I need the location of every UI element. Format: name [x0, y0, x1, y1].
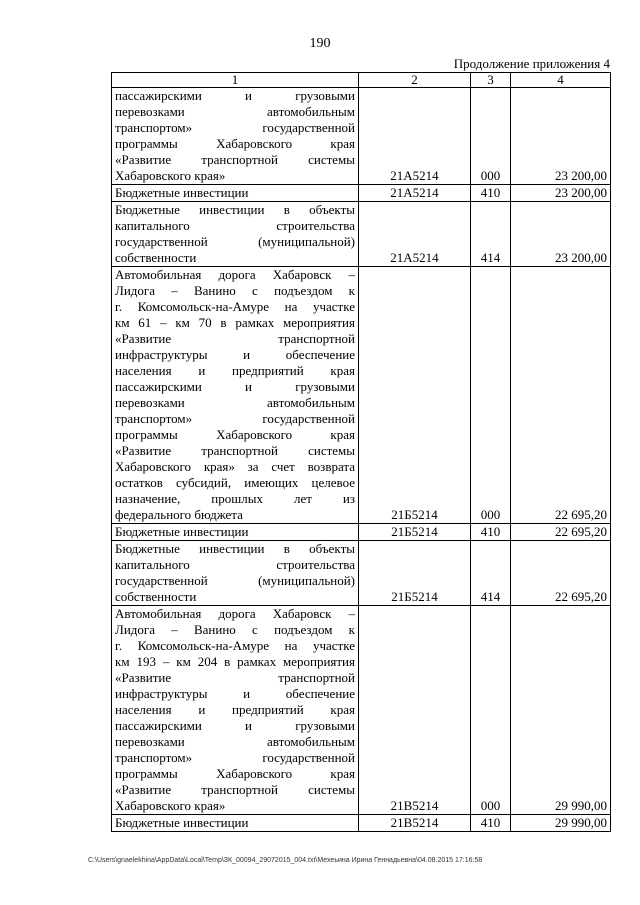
- item-name-line: остатков субсидий, имеющих целевое: [115, 475, 355, 490]
- item-name-line: «Развитие транспортной: [115, 670, 355, 685]
- table-row: [112, 524, 611, 541]
- item-name-line: программы Хабаровского края: [115, 427, 355, 442]
- row-item-name: [112, 606, 359, 815]
- row-target-code: 21Б5214: [359, 524, 471, 541]
- table-header-row: [112, 73, 611, 88]
- row-expense-type: 000: [471, 606, 511, 815]
- item-name-line: собственности: [115, 589, 197, 604]
- item-name-line: «Развитие транспортной системы: [115, 152, 355, 167]
- item-name-line: Бюджетные инвестиции в объекты: [115, 541, 355, 556]
- item-name-line: Бюджетные инвестиции в объекты: [115, 202, 355, 217]
- column-header-2: 2: [359, 73, 471, 88]
- row-target-code: 21А5214: [359, 88, 471, 185]
- item-name-line: инфраструктуры и обеспечение: [115, 347, 355, 362]
- table-row: [112, 88, 611, 185]
- row-amount: 29 990,00: [511, 815, 611, 832]
- row-item-name: [112, 815, 359, 832]
- row-expense-type: 414: [471, 202, 511, 267]
- item-name-line: инфраструктуры и обеспечение: [115, 686, 355, 701]
- item-name-line: пассажирскими и грузовыми: [115, 88, 355, 103]
- row-item-name: [112, 524, 359, 541]
- item-name-line: собственности: [115, 250, 197, 265]
- table-row: [112, 541, 611, 606]
- item-name-line: Хабаровского края» за счет возврата: [115, 459, 355, 474]
- row-amount: 23 200,00: [511, 88, 611, 185]
- table-row: [112, 267, 611, 524]
- table-row: [112, 185, 611, 202]
- item-name-line: государственной (муниципальной): [115, 573, 355, 588]
- item-name-line: перевозками автомобильным: [115, 104, 355, 119]
- row-expense-type: 414: [471, 541, 511, 606]
- item-name-line: перевозками автомобильным: [115, 734, 355, 749]
- item-name-line: пассажирскими и грузовыми: [115, 718, 355, 733]
- item-name-line: капитального строительства: [115, 218, 355, 233]
- item-name-line: км 193 – км 204 в рамках мероприятия: [115, 654, 355, 669]
- item-name-line: г. Комсомольск-на-Амуре на участке: [115, 638, 355, 653]
- item-name-line: Автомобильная дорога Хабаровск –: [115, 267, 355, 282]
- file-path-footer: C:\Users\gnaelekhina\AppData\Local\Temp\ЗК_00094_29072015_004.txt\Мехеьина Ирина Геннадьевна\04.08.2015 17:16:58: [88, 857, 483, 864]
- item-name-line: программы Хабаровского края: [115, 136, 355, 151]
- item-name-line: «Развитие транспортной системы: [115, 443, 355, 458]
- table-row: [112, 606, 611, 815]
- item-name-line: Бюджетные инвестиции: [115, 524, 249, 539]
- item-name-line: населения и предприятий края: [115, 702, 355, 717]
- page-number: 190: [309, 36, 331, 51]
- item-name-line: Бюджетные инвестиции: [115, 185, 249, 200]
- row-expense-type: 000: [471, 267, 511, 524]
- table-row: [112, 202, 611, 267]
- row-amount: 23 200,00: [511, 202, 611, 267]
- row-item-name: [112, 185, 359, 202]
- row-target-code: 21В5214: [359, 606, 471, 815]
- column-header-4: 4: [511, 73, 611, 88]
- row-amount: 22 695,20: [511, 541, 611, 606]
- item-name-line: перевозками автомобильным: [115, 395, 355, 410]
- item-name-line: Автомобильная дорога Хабаровск –: [115, 606, 355, 621]
- item-name-line: «Развитие транспортной системы: [115, 782, 355, 797]
- row-expense-type: 410: [471, 185, 511, 202]
- item-name-line: Лидога – Ванино с подъездом к: [115, 283, 355, 298]
- row-amount: 23 200,00: [511, 185, 611, 202]
- item-name-line: «Развитие транспортной: [115, 331, 355, 346]
- item-name-line: пассажирскими и грузовыми: [115, 379, 355, 394]
- item-name-line: программы Хабаровского края: [115, 766, 355, 781]
- row-item-name: [112, 202, 359, 267]
- appendix-continuation-label: Продолжение приложения 4: [453, 56, 610, 71]
- budget-table: [111, 72, 611, 832]
- item-name-line: населения и предприятий края: [115, 363, 355, 378]
- item-name-line: км 61 – км 70 в рамках мероприятия: [115, 315, 355, 330]
- column-header-1: 1: [112, 73, 359, 88]
- row-target-code: 21А5214: [359, 185, 471, 202]
- item-name-line: федерального бюджета: [115, 507, 243, 522]
- item-name-line: транспортом» государственной: [115, 411, 355, 426]
- row-expense-type: 000: [471, 88, 511, 185]
- row-expense-type: 410: [471, 815, 511, 832]
- row-item-name: [112, 267, 359, 524]
- row-target-code: 21В5214: [359, 815, 471, 832]
- table-row: [112, 815, 611, 832]
- row-expense-type: 410: [471, 524, 511, 541]
- row-amount: 22 695,20: [511, 267, 611, 524]
- item-name-line: государственной (муниципальной): [115, 234, 355, 249]
- row-target-code: 21Б5214: [359, 267, 471, 524]
- item-name-line: Бюджетные инвестиции: [115, 815, 249, 830]
- item-name-line: Хабаровского края»: [115, 168, 226, 183]
- item-name-line: Хабаровского края»: [115, 798, 226, 813]
- item-name-line: капитального строительства: [115, 557, 355, 572]
- row-item-name: [112, 541, 359, 606]
- item-name-line: транспортом» государственной: [115, 120, 355, 135]
- row-amount: 29 990,00: [511, 606, 611, 815]
- row-target-code: 21Б5214: [359, 541, 471, 606]
- item-name-line: транспортом» государственной: [115, 750, 355, 765]
- row-amount: 22 695,20: [511, 524, 611, 541]
- item-name-line: назначение, прошлых лет из: [115, 491, 355, 506]
- row-target-code: 21А5214: [359, 202, 471, 267]
- item-name-line: г. Комсомольск-на-Амуре на участке: [115, 299, 355, 314]
- item-name-line: Лидога – Ванино с подъездом к: [115, 622, 355, 637]
- row-item-name: [112, 88, 359, 185]
- column-header-3: 3: [471, 73, 511, 88]
